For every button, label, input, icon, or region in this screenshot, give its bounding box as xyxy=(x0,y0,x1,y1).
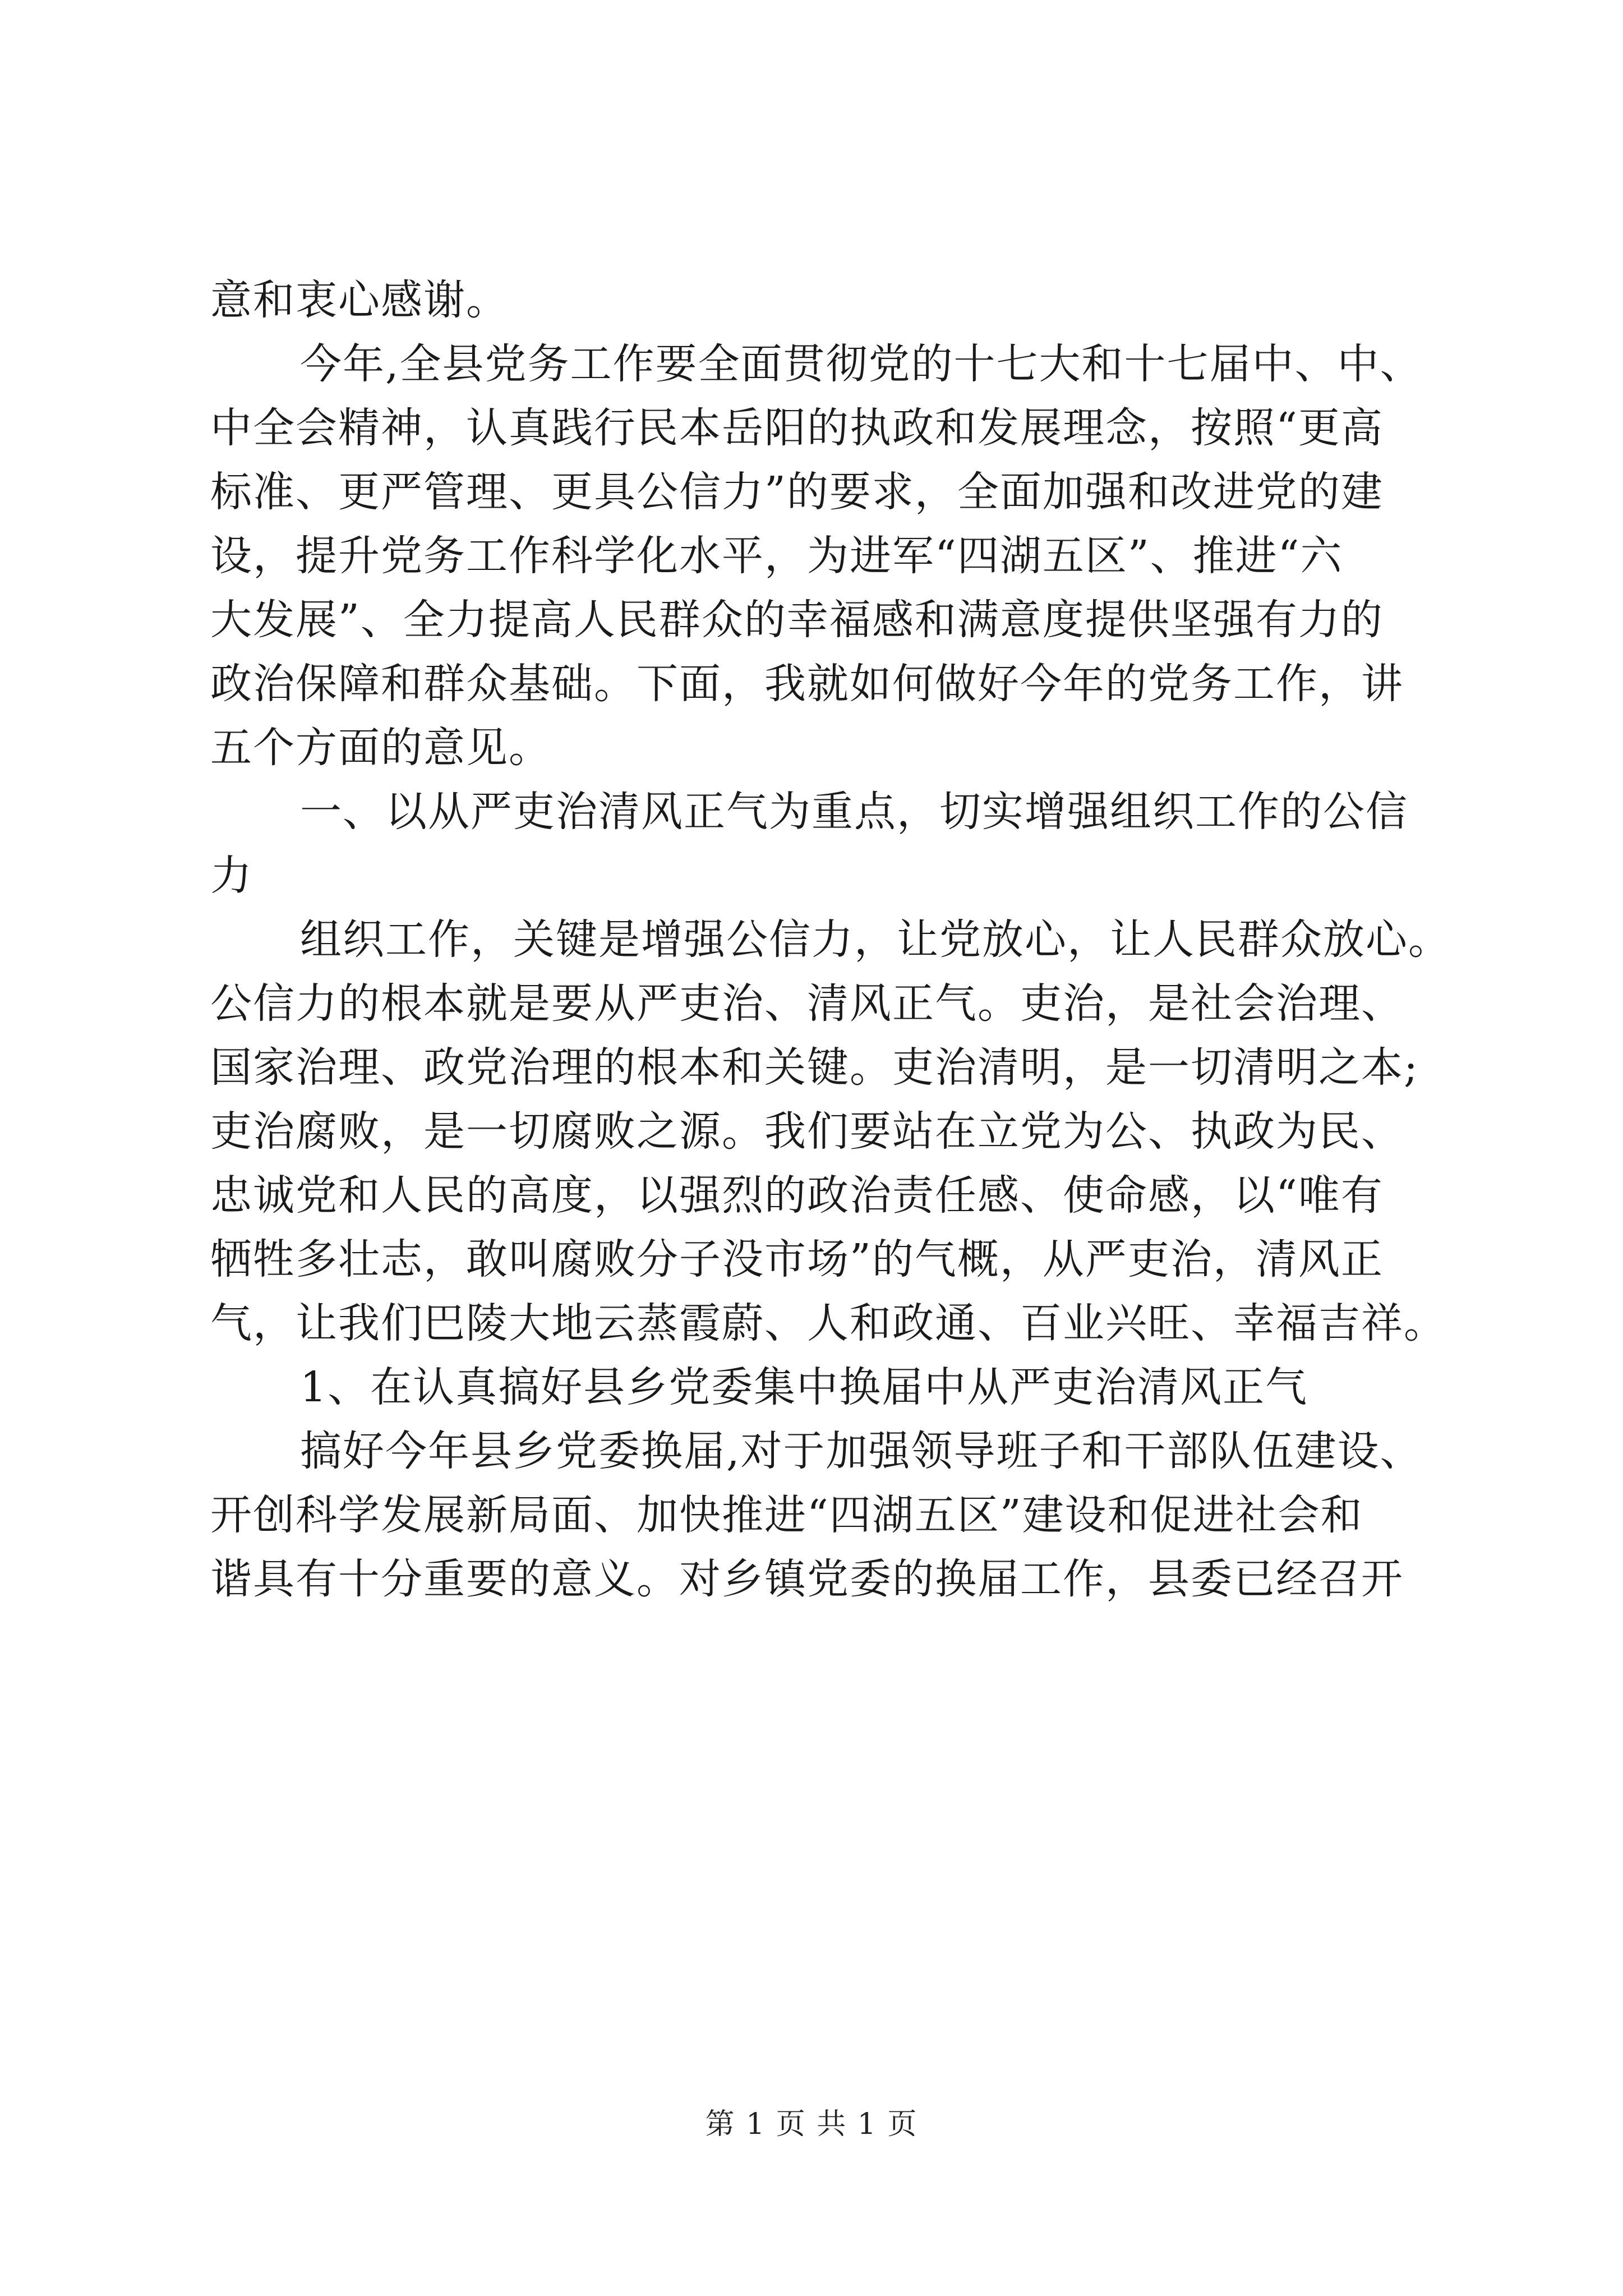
page-number-footer: 第 1 页 共 1 页 xyxy=(705,2108,918,2141)
subsection-heading-line: 1、在认真搞好县乡党委集中换届中从严吏治清风正气 xyxy=(300,1363,1308,1411)
text-line: 政治保障和群众基础。下面，我就如何做好今年的党务工作，讲 xyxy=(210,660,1404,708)
text-line: 忠诚党和人民的高度，以强烈的政治责任感、使命感，以“唯有 xyxy=(210,1171,1384,1220)
text-line: 意和衷心感谢。 xyxy=(210,276,509,324)
text-line: 公信力的根本就是要从严吏治、清风正气。吏治，是社会治理、 xyxy=(210,979,1404,1028)
paragraph-start-line: 搞好今年县乡党委换届,对于加强领导班子和干部队伍建设、 xyxy=(300,1427,1423,1475)
text-line: 中全会精神，认真践行民本岳阳的执政和发展理念，按照“更高 xyxy=(210,404,1384,452)
paragraph-start-line: 今年,全县党务工作要全面贯彻党的十七大和十七届中、中、 xyxy=(300,340,1423,388)
text-line: 谐具有十分重要的意义。对乡镇党委的换届工作，县委已经召开 xyxy=(210,1555,1404,1603)
text-line: 大发展”、全力提高人民群众的幸福感和满意度提供坚强有力的 xyxy=(210,596,1384,644)
paragraph-start-line: 组织工作，关键是增强公信力，让党放心，让人民群众放心。 xyxy=(300,915,1451,964)
section-heading-line: 一、以从严吏治清风正气为重点，切实增强组织工作的公信 xyxy=(300,788,1408,836)
text-line: 五个方面的意见。 xyxy=(210,724,551,772)
text-line: 国家治理、政党治理的根本和关键。吏治清明，是一切清明之本; xyxy=(210,1043,1419,1092)
document-body xyxy=(210,268,1451,1611)
text-line: 牺牲多壮志，敢叫腐败分子没市场”的气概，从严吏治，清风正 xyxy=(210,1235,1384,1283)
text-line: 气，让我们巴陵大地云蒸霞蔚、人和政通、百业兴旺、幸福吉祥。 xyxy=(210,1299,1446,1347)
text-line: 开创科学发展新局面、加快推进“四湖五区”建设和促进社会和 xyxy=(210,1491,1363,1539)
text-line: 吏治腐败，是一切腐败之源。我们要站在立党为公、执政为民、 xyxy=(210,1107,1404,1156)
section-heading-line: 力 xyxy=(210,852,253,900)
text-line: 设，提升党务工作科学化水平，为进军“四湖五区”、推进“六 xyxy=(210,532,1343,580)
text-line: 标准、更严管理、更具公信力”的要求，全面加强和改进党的建 xyxy=(210,468,1384,516)
